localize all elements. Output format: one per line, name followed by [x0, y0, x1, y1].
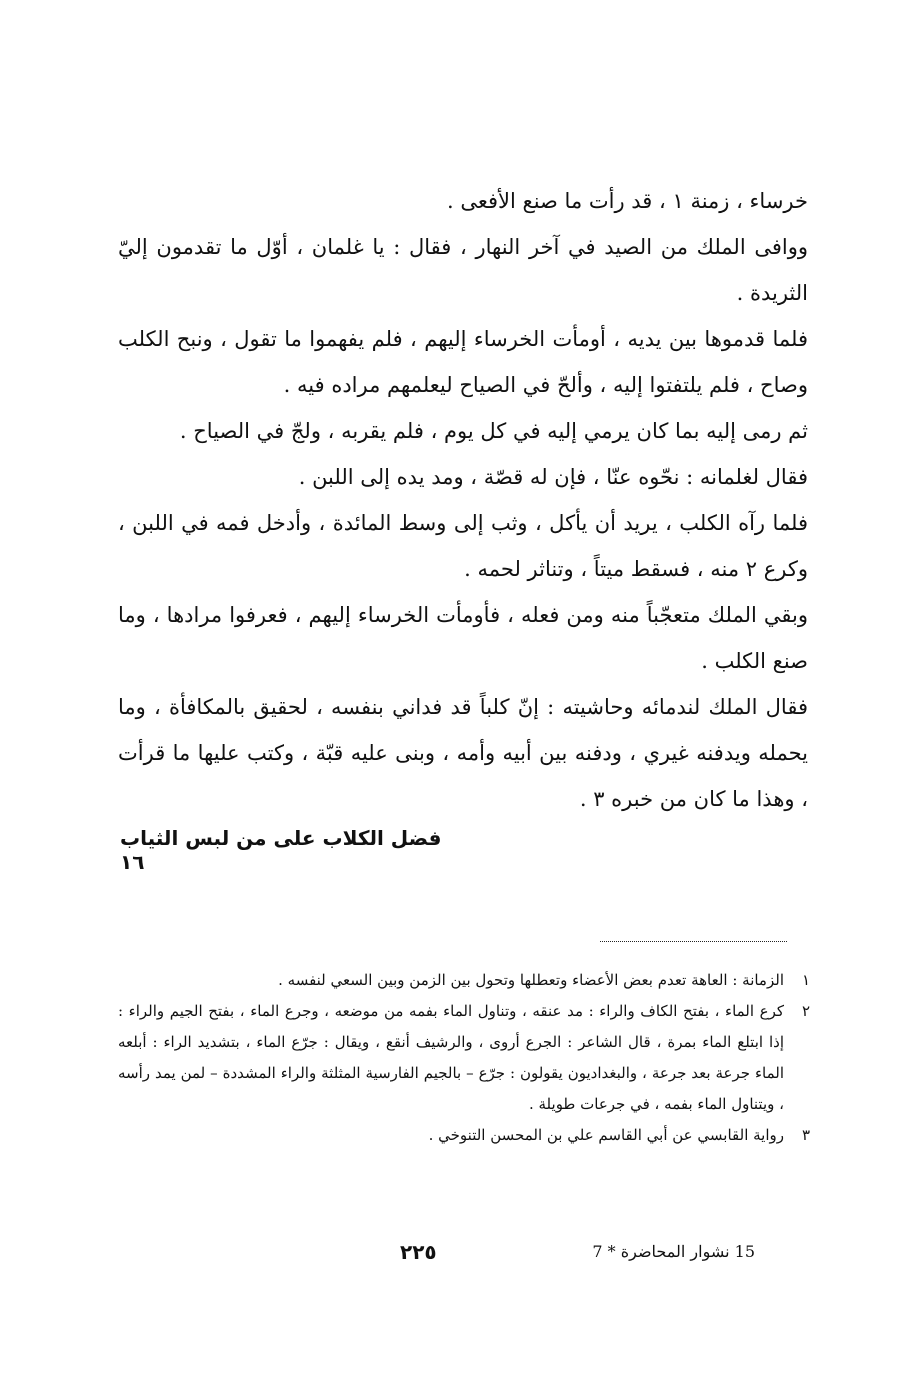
page-footer	[380, 1240, 800, 1270]
footnote	[118, 965, 810, 996]
footnote-number: ٢	[801, 1002, 810, 1020]
footnote-text: الزمانة : العاهة تعدم بعض الأعضاء وتعطلها وتحول بين الزمن وبين السعي لنفسه .	[278, 971, 784, 989]
paragraph: وبقي الملك متعجّباً منه ومن فعله ، فأومأت الخرساء إليهم ، فعرفوا مرادها ، وما صنع الكلب .	[118, 603, 808, 673]
main-text	[118, 178, 808, 822]
paragraph: خرساء ، زمنة ١ ، قد رأت ما صنع الأفعى .	[447, 189, 808, 213]
paragraph: فقال الملك لندمائه وحاشيته : إنّ كلباً قد فداني بنفسه ، لحقيق بالمكافأة ، وما يحمله ويدفنه غيري ، ودفنه بين أبيه وأمه ، وبنى عليه قبّة ، وكتب عليها ما قرأت ، وهذا ما كان من خبره ٣ .	[118, 695, 808, 811]
footnote-text: كرع الماء ، بفتح الكاف والراء : مد عنقه ، وتناول الماء بفمه من موضعه ، وجرع الماء ، بفتح الجيم والراء : إذا ابتلع الماء بمرة ، قال الشاعر : الجرع أروى ، والرشيف أنقع ، ويقال : جرّع الماء ، بتشديد الراء : أبلعه الماء جرعة بعد جرعة ، والبغداديون يقولون : جرّع – بالجيم الفارسية المثلثة والراء المشددة – لمن يمد رأسه ، ويتناول الماء بفمه ، في جرعات طويلة .	[118, 1002, 784, 1113]
section-title: فضل الكلاب على من لبس الثياب	[120, 826, 442, 850]
footnotes	[118, 965, 810, 1151]
section-number: ١٦	[120, 850, 145, 874]
printer-signature: 15 نشوار المحاضرة * 7	[592, 1242, 755, 1261]
paragraph: فلما رآه الكلب ، يريد أن يأكل ، وثب إلى وسط المائدة ، وأدخل فمه في اللبن ، وكرع ٢ منه ، فسقط ميتاً ، وتناثر لحمه .	[118, 511, 808, 581]
footnote	[118, 1120, 810, 1151]
paragraph: ثم رمى إليه بما كان يرمي إليه في كل يوم ، فلم يقربه ، ولجّ في الصياح .	[179, 419, 808, 443]
footnote-number: ١	[801, 971, 810, 989]
paragraph: ووافى الملك من الصيد في آخر النهار ، فقال : يا غلمان ، أوّل ما تقدمون إليّ الثريدة .	[118, 235, 808, 305]
footnote	[118, 996, 810, 1120]
footnote-divider	[600, 941, 787, 942]
footnote-number: ٣	[801, 1126, 810, 1144]
paragraph: فقال لغلمانه : نحّوه عنّا ، فإن له قصّة ، ومد يده إلى اللبن .	[298, 465, 808, 489]
section-heading	[120, 826, 450, 874]
paragraph: فلما قدموها بين يديه ، أومأت الخرساء إليهم ، فلم يفهموا ما تقول ، ونبح الكلب وصاح ، فلم يلتفتوا إليه ، وألحّ في الصياح ليعلمهم مراده فيه .	[118, 327, 808, 397]
footnote-text: رواية القابسي عن أبي القاسم علي بن المحسن التنوخي .	[428, 1126, 784, 1144]
page-number: ٢٢٥	[400, 1240, 437, 1264]
